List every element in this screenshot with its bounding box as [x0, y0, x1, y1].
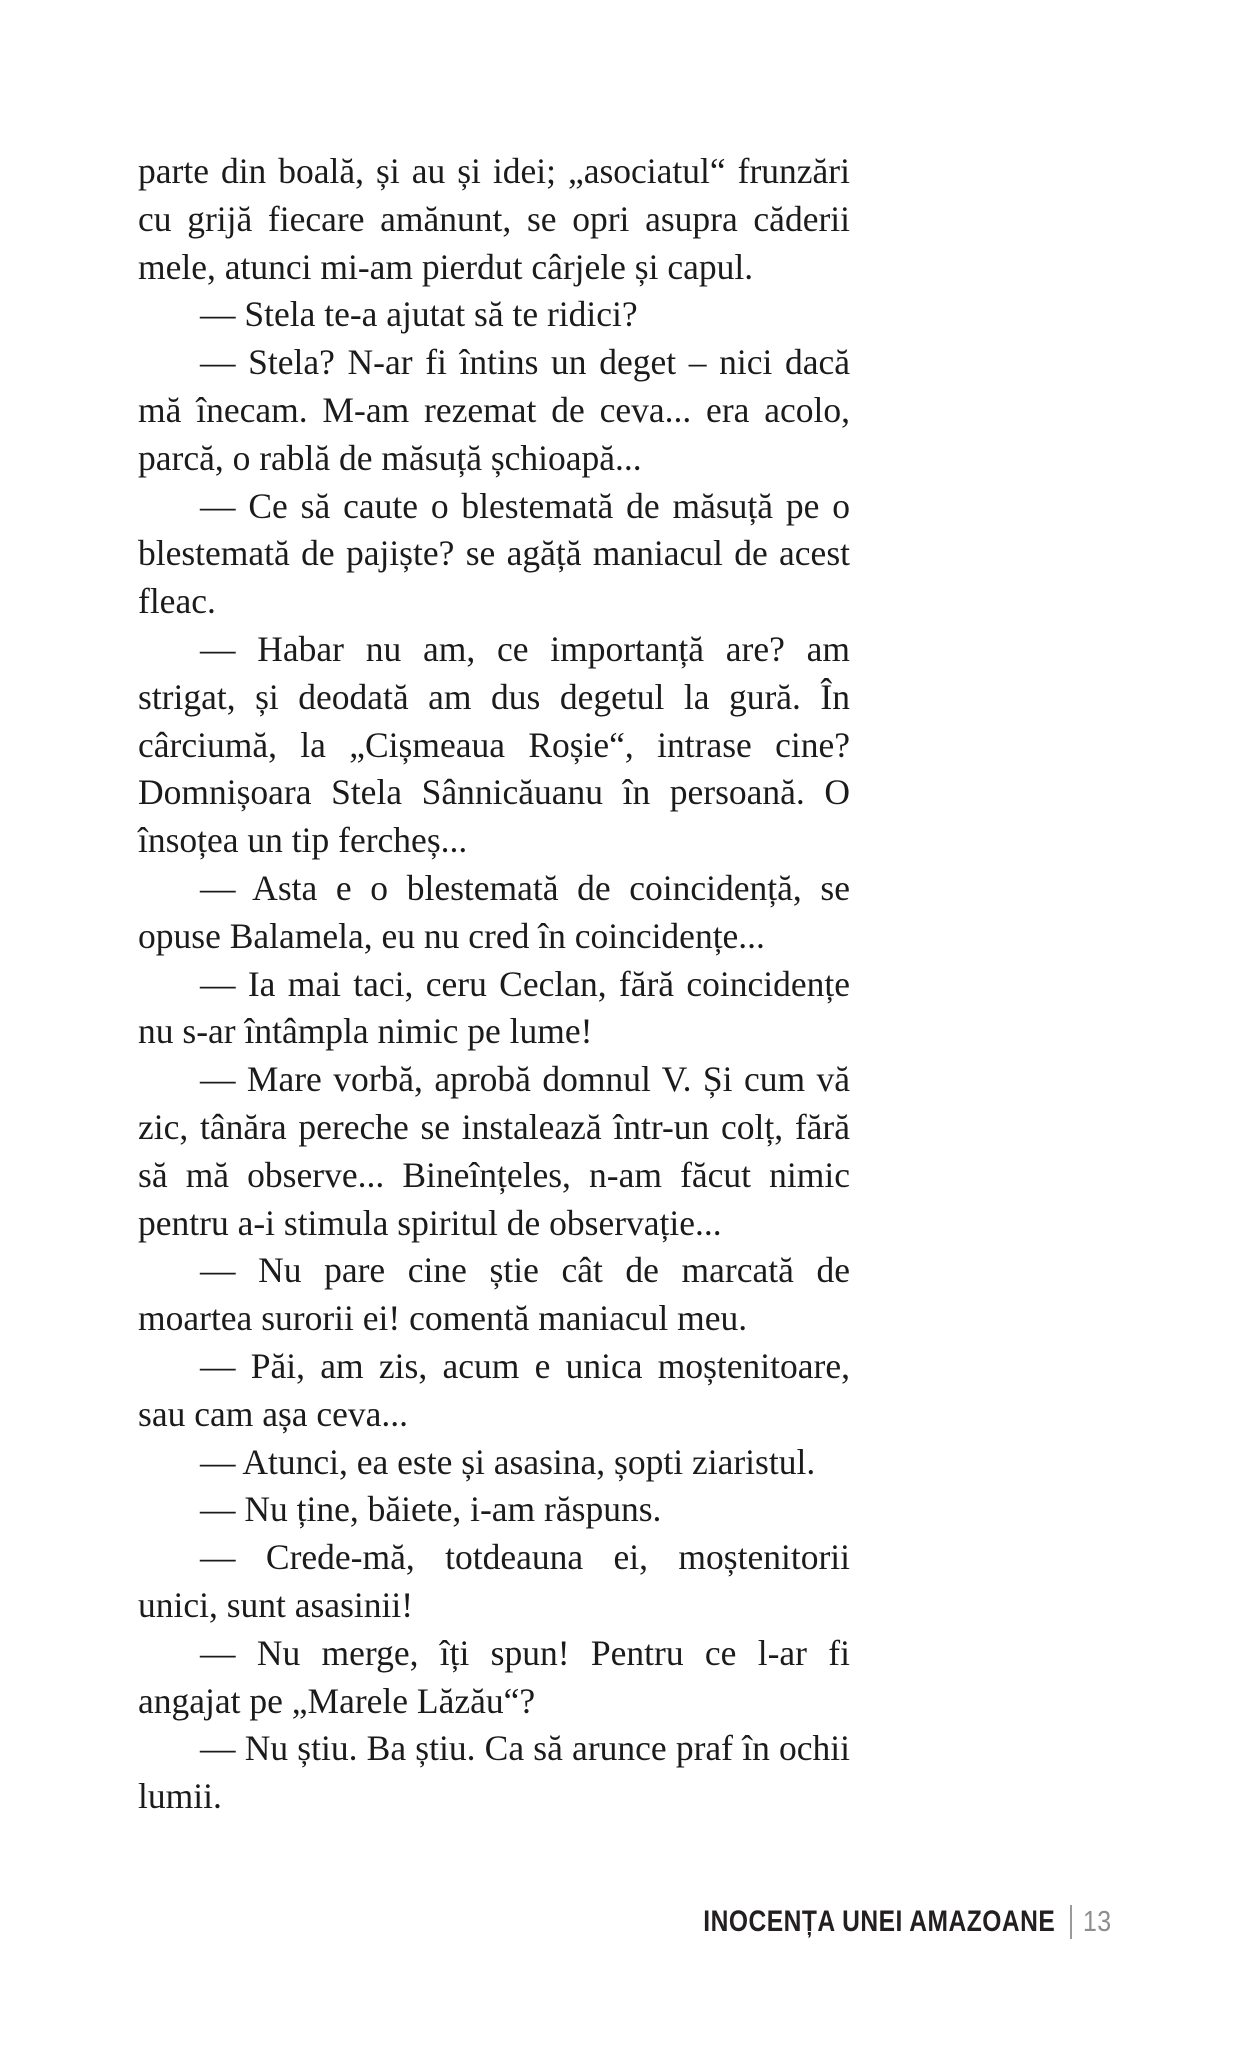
paragraph: — Crede-mă, totdeauna ei, moștenitorii unici, sunt asasinii! [138, 1537, 850, 1625]
paragraph: — Stela te-a ajutat să te ridici? [200, 294, 638, 335]
paragraph: — Ce să caute o blestemată de măsuță pe o blestemată de pajiște? se agăță maniacul de acest fleac. [138, 485, 850, 622]
paragraph: — Atunci, ea este și asasina, șopti ziaristul. [200, 1441, 816, 1482]
paragraph: — Mare vorbă, aprobă domnul V. Și cum vă zic, tânăra pereche se instalează într-un colț, fără să mă observe... Bineînțeles, n-am făcut nimic pentru a-i stimula spiritul de observație... [138, 1059, 850, 1243]
paragraph: — Nu pare cine știe cât de marcată de moartea surorii ei! comentă maniacul meu. [138, 1250, 850, 1339]
footer-book-title: INOCENȚA UNEI AMAZOANE [703, 1905, 1056, 1938]
page-number: 13 [1082, 1905, 1112, 1938]
paragraph: parte din boală, și au și idei; „asociatul“ frunzări cu grijă fiecare amănunt, se opri asupra căderii mele, atunci mi-am pierdut cârjele și capul. [138, 151, 850, 287]
paragraph: — Nu ține, băiete, i-am răspuns. [200, 1489, 662, 1530]
page-footer [138, 1896, 1116, 1948]
paragraph: — Asta e o blestemată de coincidență, se opuse Balamela, eu nu cred în coincidențe... [138, 867, 850, 956]
paragraph: — Păi, am zis, acum e unica moștenitoare, sau cam așa ceva... [138, 1345, 850, 1434]
page-body-text [138, 148, 850, 1821]
paragraph: — Ia mai taci, ceru Ceclan, fără coincidențe nu s-ar întâmpla nimic pe lume! [138, 963, 850, 1052]
paragraph: — Nu știu. Ba știu. Ca să arunce praf în ochii lumii. [138, 1728, 850, 1817]
paragraph: — Habar nu am, ce importanță are? am strigat, și deodată am dus degetul la gură. În cârciumă, la „Cișmeaua Roșie“, intrase cine? Domnișoara Stela Sânnicăuanu în persoană. O însoțea un tip fercheș... [138, 628, 850, 861]
paragraph: — Nu merge, îți spun! Pentru ce l-ar fi angajat pe „Marele Lăzău“? [138, 1632, 850, 1721]
paragraph: — Stela? N-ar fi întins un deget – nici dacă mă înecam. M-am rezemat de ceva... era acolo, parcă, o rablă de măsuță șchioapă... [138, 342, 850, 478]
footer-separator [1070, 1905, 1072, 1939]
